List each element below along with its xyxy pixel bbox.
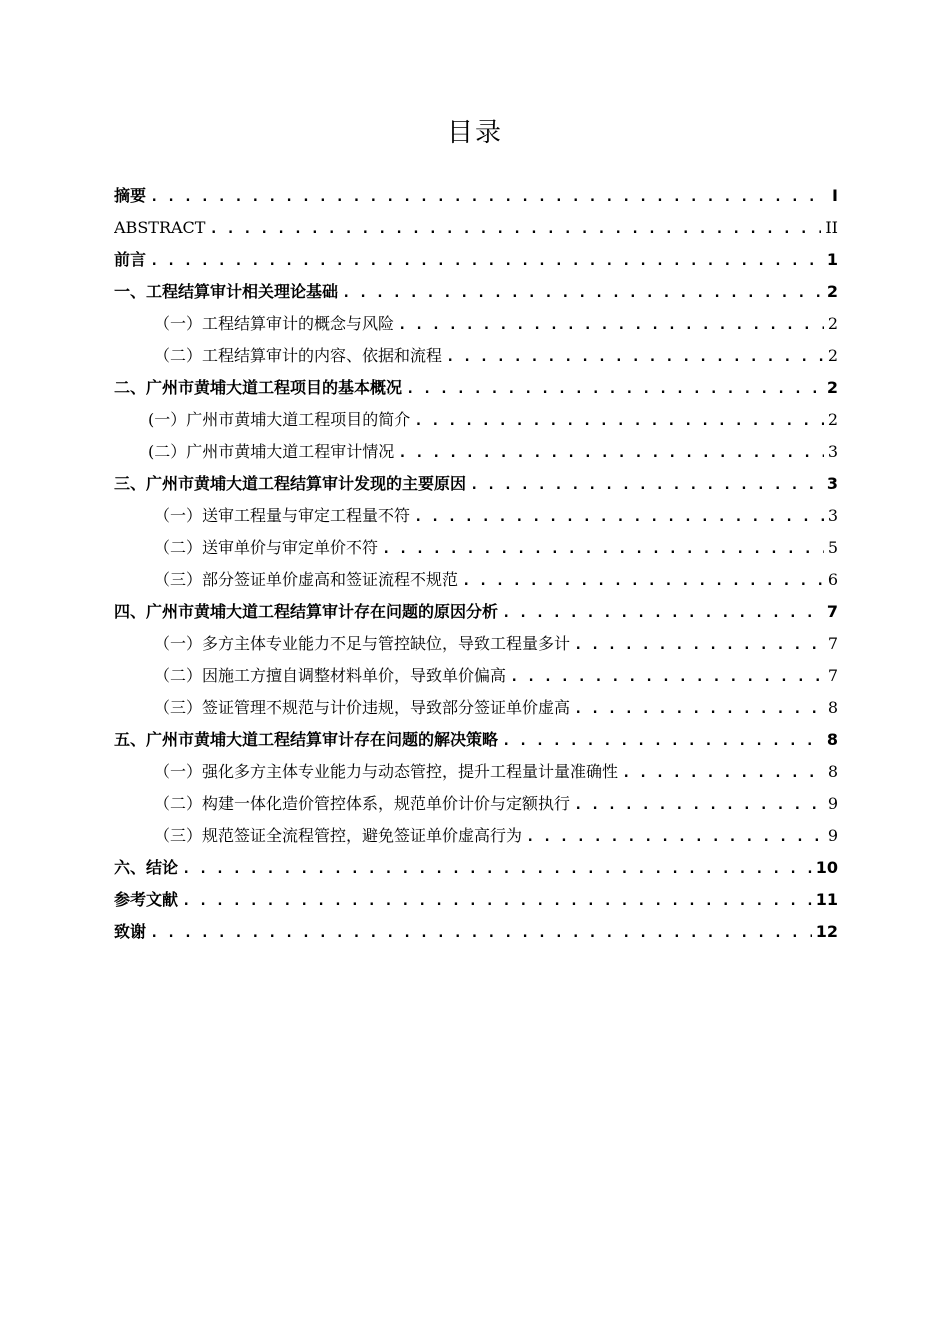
toc-entry-page: 9	[827, 794, 838, 813]
toc-entry-label: （二）工程结算审计的内容、依据和流程	[154, 346, 443, 365]
toc-entry-section-2-2[interactable]	[114, 436, 838, 468]
toc-entry-chapter-5[interactable]	[114, 724, 838, 756]
toc-entry-page: 2	[827, 410, 838, 429]
toc-entry-label: 致谢	[114, 922, 147, 941]
toc-entry-page: 11	[815, 890, 838, 909]
toc-entry-page: 3	[827, 506, 838, 525]
toc-entry-page: 3	[826, 474, 838, 493]
toc-entry-label: (二）广州市黄埔大道工程审计情况	[148, 442, 395, 461]
toc-entry-page: I	[832, 186, 838, 205]
toc-dot-leader	[414, 405, 824, 436]
toc-entry-page: 6	[827, 570, 838, 589]
toc-entry-label: （二）构建一体化造价管控体系，规范单价计价与定额执行	[154, 794, 571, 813]
toc-dot-leader	[510, 661, 824, 692]
toc-entry-section-4-3[interactable]	[114, 692, 838, 724]
toc-entry-section-3-2[interactable]	[114, 532, 838, 564]
toc-dot-leader	[382, 533, 824, 564]
toc-dot-leader	[150, 245, 823, 276]
toc-entry-label: （二）送审单价与审定单价不符	[154, 538, 379, 557]
toc-entry-preface[interactable]	[114, 244, 838, 276]
toc-dot-leader	[414, 501, 824, 532]
toc-dot-leader	[526, 821, 824, 852]
toc-entry-label: 三、广州市黄埔大道工程结算审计发现的主要原因	[114, 474, 467, 493]
toc-dot-leader	[574, 789, 824, 820]
toc-entry-page: 12	[815, 922, 838, 941]
toc-entry-page: II	[825, 218, 838, 237]
toc-entry-label: （三）规范签证全流程管控，避免签证单价虚高行为	[154, 826, 523, 845]
toc-entry-page: 1	[826, 250, 838, 269]
toc-entry-page: 10	[815, 858, 838, 877]
toc-dot-leader	[150, 917, 812, 948]
toc-dot-leader	[446, 341, 824, 372]
toc-entry-label: （一）多方主体专业能力不足与管控缺位，导致工程量多计	[154, 634, 571, 653]
toc-entry-section-3-1[interactable]	[114, 500, 838, 532]
toc-entry-section-1-1[interactable]	[114, 308, 838, 340]
toc-dot-leader	[462, 565, 824, 596]
toc-entry-section-5-1[interactable]	[114, 756, 838, 788]
toc-dot-leader	[182, 853, 812, 884]
toc-entry-chapter-4[interactable]	[114, 596, 838, 628]
toc-entry-section-3-3[interactable]	[114, 564, 838, 596]
toc-dot-leader	[502, 725, 823, 756]
toc-entry-page: 8	[827, 698, 838, 717]
toc-entry-section-4-2[interactable]	[114, 660, 838, 692]
toc-dot-leader	[406, 373, 823, 404]
toc-entry-label: （三）部分签证单价虚高和签证流程不规范	[154, 570, 459, 589]
toc-entry-label: 二、广州市黄埔大道工程项目的基本概况	[114, 378, 403, 397]
toc-dot-leader	[150, 181, 824, 212]
toc-dot-leader	[574, 629, 824, 660]
toc-entry-page: 7	[827, 634, 838, 653]
toc-entry-label: 四、广州市黄埔大道工程结算审计存在问题的原因分析	[114, 602, 499, 621]
toc-entry-chapter-2[interactable]	[114, 372, 838, 404]
toc-entry-label: 摘要	[114, 186, 147, 205]
toc-entry-page: 9	[827, 826, 838, 845]
toc-entry-label: （一）强化多方主体专业能力与动态管控，提升工程量计量准确性	[154, 762, 619, 781]
table-of-contents	[114, 180, 838, 948]
toc-entry-label: （一）送审工程量与审定工程量不符	[154, 506, 411, 525]
toc-entry-abstract-en[interactable]	[114, 212, 838, 244]
toc-entry-page: 7	[827, 666, 838, 685]
toc-entry-page: 2	[827, 314, 838, 333]
toc-entry-label: (一）广州市黄埔大道工程项目的简介	[148, 410, 411, 429]
toc-dot-leader	[182, 885, 812, 916]
toc-dot-leader	[209, 213, 821, 244]
toc-entry-label: （二）因施工方擅自调整材料单价，导致单价偏高	[154, 666, 507, 685]
toc-entry-label: 参考文献	[114, 890, 179, 909]
page-title: 目录	[446, 118, 503, 148]
toc-dot-leader	[622, 757, 824, 788]
toc-entry-page: 3	[827, 442, 838, 461]
toc-entry-page: 2	[826, 282, 838, 301]
toc-entry-section-5-3[interactable]	[114, 820, 838, 852]
toc-entry-page: 2	[826, 378, 838, 397]
toc-entry-abstract-cn[interactable]	[114, 180, 838, 212]
toc-entry-section-2-1[interactable]	[114, 404, 838, 436]
toc-entry-label: （一）工程结算审计的概念与风险	[154, 314, 395, 333]
toc-entry-chapter-3[interactable]	[114, 468, 838, 500]
toc-dot-leader	[398, 437, 824, 468]
toc-dot-leader	[502, 597, 823, 628]
toc-entry-page: 2	[827, 346, 838, 365]
toc-entry-page: 8	[826, 730, 838, 749]
toc-dot-leader	[574, 693, 824, 724]
toc-entry-label: （三）签证管理不规范与计价违规，导致部分签证单价虚高	[154, 698, 571, 717]
toc-dot-leader	[470, 469, 823, 500]
toc-entry-acknowledgements[interactable]	[114, 916, 838, 948]
toc-entry-label: ABSTRACT	[114, 218, 206, 237]
toc-entry-page: 7	[826, 602, 838, 621]
toc-entry-page: 5	[827, 538, 838, 557]
toc-entry-section-4-1[interactable]	[114, 628, 838, 660]
toc-entry-chapter-6[interactable]	[114, 852, 838, 884]
toc-dot-leader	[398, 309, 824, 340]
toc-entry-label: 五、广州市黄埔大道工程结算审计存在问题的解决策略	[114, 730, 499, 749]
toc-entry-references[interactable]	[114, 884, 838, 916]
toc-entry-section-1-2[interactable]	[114, 340, 838, 372]
toc-entry-page: 8	[827, 762, 838, 781]
toc-dot-leader	[342, 277, 823, 308]
toc-entry-label: 一、工程结算审计相关理论基础	[114, 282, 339, 301]
toc-entry-label: 六、结论	[114, 858, 179, 877]
toc-entry-section-5-2[interactable]	[114, 788, 838, 820]
toc-entry-label: 前言	[114, 250, 147, 269]
toc-entry-chapter-1[interactable]	[114, 276, 838, 308]
